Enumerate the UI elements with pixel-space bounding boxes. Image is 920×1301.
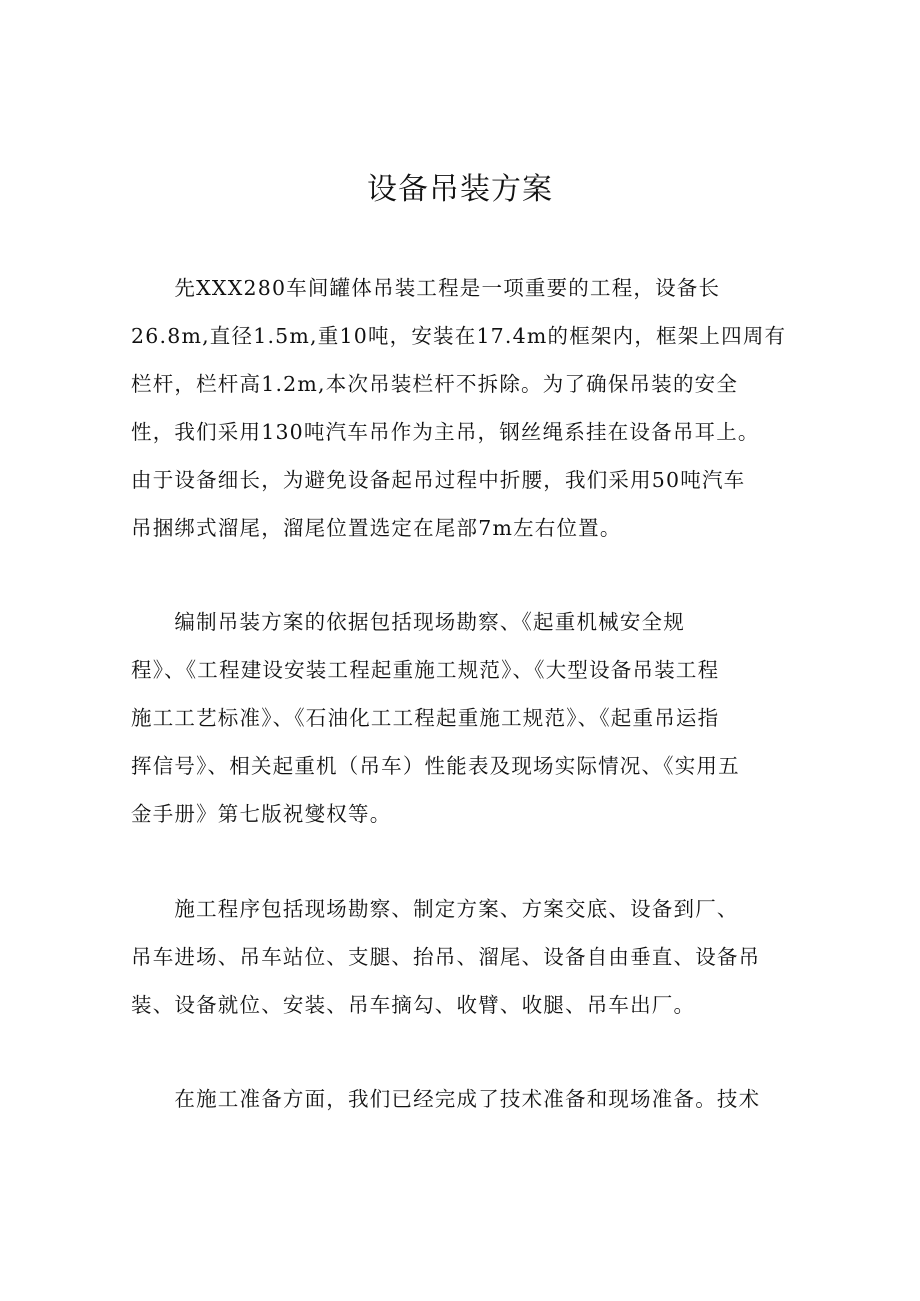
paragraph-procedure <box>131 885 760 1029</box>
paragraph-line: 装、设备就位、安装、吊车摘勾、收臂、收腿、吊车出厂。 <box>131 993 696 1017</box>
paragraph-line: 程》、《工程建设安装工程起重施工规范》、《大型设备吊装工程 <box>131 658 720 682</box>
paragraph-line: 性，我们采用130吨汽车吊作为主吊，钢丝绳系挂在设备吊耳上。 <box>131 420 760 444</box>
paragraph-line: 由于设备细长，为避免设备起吊过程中折腰，我们采用50吨汽车 <box>131 468 746 492</box>
paragraph-line: 栏杆，栏杆高1.2m,本次吊装栏杆不拆除。为了确保吊装的安全 <box>131 372 739 396</box>
paragraph-basis <box>131 598 740 838</box>
paragraph-project-overview <box>131 264 786 552</box>
paragraph-line: 挥信号》、相关起重机（吊车）性能表及现场实际情况、《实用五 <box>131 754 740 778</box>
document-title: 设备吊装方案 <box>367 172 553 207</box>
paragraph-line: 编制吊装方案的依据包括现场勘察、《起重机械安全规 <box>131 610 685 634</box>
paragraph-line: 在施工准备方面，我们已经完成了技术准备和现场准备。技术 <box>131 1087 761 1111</box>
paragraph-line: 施工工艺标准》、《石油化工工程起重施工规范》、《起重吊运指 <box>131 706 720 730</box>
paragraph-line: 吊捆绑式溜尾，溜尾位置选定在尾部7m左右位置。 <box>131 516 622 540</box>
paragraph-line: 先XXX280车间罐体吊装工程是一项重要的工程，设备长 <box>131 276 721 300</box>
paragraph-line: 吊车进场、吊车站位、支腿、抬吊、溜尾、设备自由垂直、设备吊 <box>131 945 761 969</box>
paragraph-line: 金手册》第七版祝燮权等。 <box>131 802 392 826</box>
paragraph-line: 26.8m,直径1.5m,重10吨，安装在17.4m的框架内，框架上四周有 <box>131 324 787 348</box>
paragraph-preparation <box>131 1075 760 1123</box>
paragraph-line: 施工程序包括现场勘察、制定方案、方案交底、设备到厂、 <box>131 897 739 921</box>
